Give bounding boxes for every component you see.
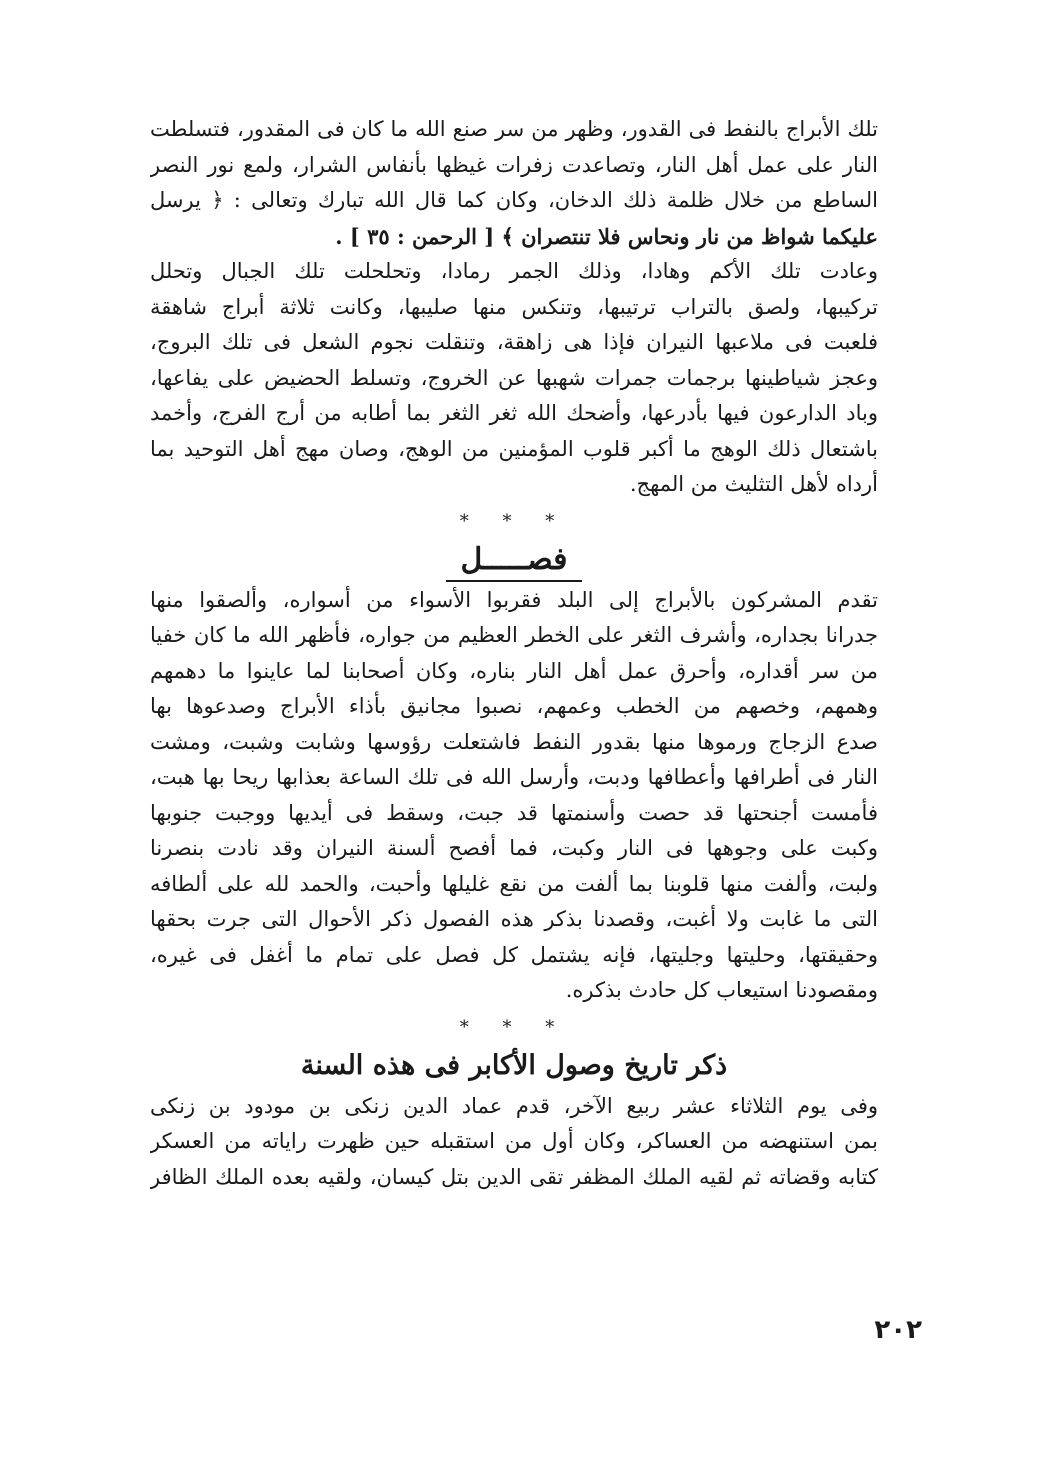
text-line: تركيبها، ولصق بالتراب ترتيبها، وتنكس منها صليبها، وكانت ثلاثة أبراج شاهقة: [150, 294, 878, 319]
quran-verse-line: عليكما شواظ من نار ونحاس فلا تنتصران ﴾ [ الرحمن : ٣٥ ] .: [335, 223, 878, 249]
text-line: وباد الدارعون فيها بأدرعها، وأضحك الله ثغر الثغر بما أطابه من أرج الفرج، وأخمد: [150, 401, 878, 425]
text-line: وعجز شياطينها برجمات جمرات شهبها عن الخروج، وتسلط الحضيض على يفاعها،: [150, 365, 878, 390]
text-line: تقدم المشركون بالأبراج إلى البلد فقربوا الأسواء من أسواره، وألصقوا منها: [150, 587, 878, 612]
text-line: صدع الزجاج ورموها منها بقدور النفط فاشتعلت رؤوسها وشابت وشبت، ومشت: [150, 729, 878, 754]
paragraph-1: [150, 112, 878, 254]
paragraph-4: [150, 1089, 878, 1196]
separator-stars: * * *: [459, 510, 569, 532]
text-line: باشتعال ذلك الوهج ما أكبر قلوب المؤمنين من الوهج، وصان مهج أهل التوحيد بما: [150, 436, 878, 461]
separator-stars: * * *: [459, 1016, 569, 1038]
text-line: جدرانا بجداره، وأشرف الثغر على الخطر العظيم من جواره، فأظهر الله ما كان خفيا: [150, 623, 878, 647]
text-line: ومقصودنا استيعاب كل حادث بذكره.: [565, 978, 878, 1002]
subsection-heading: ذكر تاريخ وصول الأكابر فى هذه السنة: [300, 1049, 728, 1081]
text-line: وفى يوم الثلاثاء عشر ربيع الآخر، قدم عماد الدين زنكى بن مودود بن زنكى: [150, 1093, 878, 1118]
section-heading: [150, 537, 878, 583]
text-line: وحقيقتها، وحليتها وجليتها، فإنه يشتمل كل فصل على تمام ما أغفل فى غيره،: [150, 942, 878, 967]
page-body: [150, 112, 878, 1195]
text-line: أرداه لأهل التثليث من المهج.: [629, 472, 878, 496]
text-line: وعادت تلك الأكم وهادا، وذلك الجمر رمادا، وتحلحلت تلك الجبال وتحلل: [150, 259, 878, 283]
text-line: تلك الأبراج بالنفط فى القدور، وظهر من سر صنع الله ما كان فى المقدور، فتسلطت: [150, 117, 878, 141]
text-line: ولبت، وألفت منها قلوبنا بما ألفت من نقع غليلها وأحبت، والحمد لله على ألطافه: [150, 871, 878, 896]
text-line: من سر أقداره، وأحرق عمل أهل النار بناره، وكان أصحابنا لما عاينوا ما دهمهم: [150, 658, 878, 683]
paragraph-2: [150, 254, 878, 503]
text-line: النار على عمل أهل النار، وتصاعدت زفرات غيظها بأنفاس الشرار، ولمع نور النصر: [150, 152, 878, 177]
text-line: بمن استنهضه من العساكر، وكان أول من استقبله حين ظهرت راياته من العسكر: [150, 1129, 878, 1153]
text-line: فأمست أجنحتها قد حصت وأسنمتها قد جبت، وسقط فى أيديها ووجبت جنوبها: [150, 800, 878, 825]
page-number: ٢٠٢: [874, 1315, 922, 1345]
text-line: النار فى أطرافها وأعطافها ودبت، وأرسل الله فى تلك الساعة بعذابها ريحا بها هبت،: [150, 765, 878, 789]
paragraph-3: [150, 583, 878, 1009]
text-line: وهمهم، وخصهم من الخطب وعمهم، نصبوا مجانيق بأذاء الأبراج وصدعوها بها: [150, 694, 878, 718]
text-line: وكبت على وجوهها فى النار وكبت، فما أفصح ألسنة النيران وقد نادت بنصرنا: [150, 836, 878, 860]
text-line: كتابه وقضاته ثم لقيه الملك المظفر تقى الدين بتل كيسان، ولقيه بعده الملك الظافر: [150, 1164, 878, 1189]
section-heading-text: فصـــــل: [446, 540, 581, 582]
text-line: الساطع من خلال ظلمة ذلك الدخان، وكان كما قال الله تبارك وتعالى : ﴿ يرسل: [150, 188, 878, 212]
text-line: التى ما غابت ولا أغبت، وقصدنا بذكر هذه الفصول ذكر الأحوال التى جرت بحقها: [150, 907, 878, 931]
text-line: فلعبت فى ملاعبها النيران فإذا هى زاهقة، وتنقلت نجوم الشعل فى تلك البروج،: [150, 330, 878, 354]
